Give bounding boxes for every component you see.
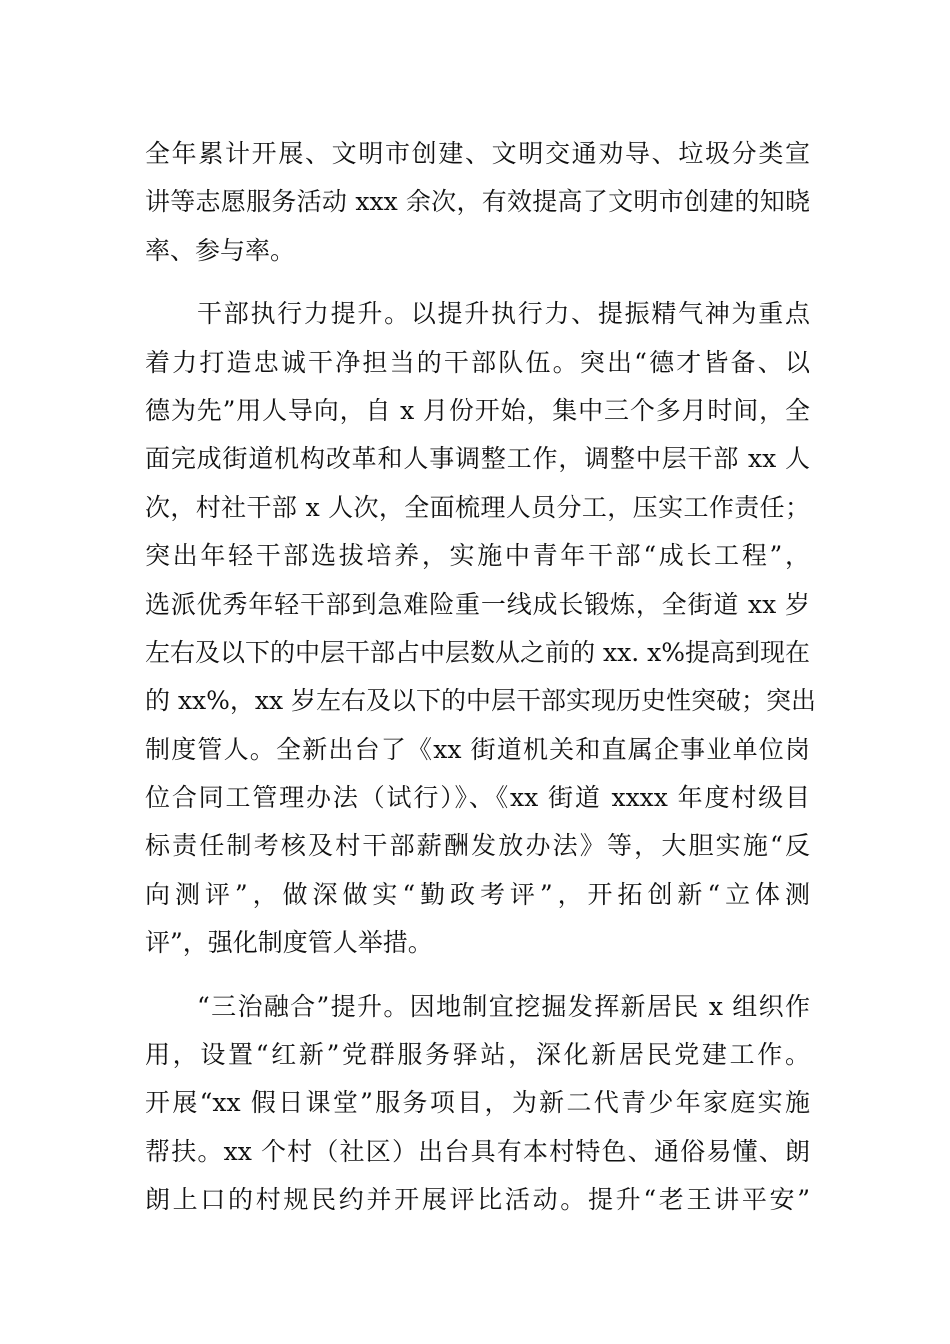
text-line: 标责任制考核及村干部薪酬发放办法》等，大胆实施“反 [145,831,810,861]
text-line: 干部执行力提升。以提升执行力、提振精气神为重点 [197,299,810,329]
text-line: 向测评”，做深做实“勤政考评”，开拓创新“立体测 [145,879,810,909]
text-line: 全年累计开展、文明市创建、文明交通劝导、垃圾分类宣 [145,139,810,168]
text-line: 的 xx%，xx 岁左右及以下的中层干部实现历史性突破；突出 [145,686,817,716]
text-line: 制度管人。全新出台了《xx 街道机关和直属企事业单位岗 [145,734,810,764]
text-line: 用，设置“红新”党群服务驿站，深化新居民党建工作。 [145,1040,810,1070]
text-line: 突出年轻干部选拔培养，实施中青年干部“成长工程”， [145,541,810,571]
paragraph-cadre-execution [145,290,817,967]
text-line: 着力打造忠诚干净担当的干部队伍。突出“德才皆备、以 [145,347,810,377]
text-line: 次，村社干部 x 人次，全面梳理人员分工，压实工作责任； [145,492,810,522]
text-line: 位合同工管理办法（试行）》、《xx 街道 xxxx 年度村级目 [145,783,810,813]
body-text [145,130,817,1225]
text-line: 帮扶。xx 个村（社区）出台具有本村特色、通俗易懂、朗 [145,1136,810,1166]
paragraph-volunteer [145,130,810,275]
text-line: 讲等志愿服务活动 xxx 余次，有效提高了文明市创建的知晓 [145,187,810,217]
paragraph-three-governance [145,983,810,1225]
text-line: 开展“xx 假日课堂”服务项目，为新二代青少年家庭实施 [145,1088,810,1118]
text-line: “三治融合”提升。因地制宜挖掘发挥新居民 x 组织作 [197,991,810,1021]
text-line: 朗上口的村规民约并开展评比活动。提升“老王讲平安” [145,1185,810,1215]
text-line: 选派优秀年轻干部到急难险重一线成长锻炼，全街道 xx 岁 [145,589,810,619]
text-line: 率、参与率。 [145,235,296,265]
text-line: 左右及以下的中层干部占中层数从之前的 xx. x%提高到现在 [145,637,810,667]
text-line: 德为先”用人导向，自 x 月份开始，集中三个多月时间，全 [145,395,810,425]
text-line: 面完成街道机构改革和人事调整工作，调整中层干部 xx 人 [145,444,810,474]
text-line: 评”，强化制度管人举措。 [145,928,433,958]
